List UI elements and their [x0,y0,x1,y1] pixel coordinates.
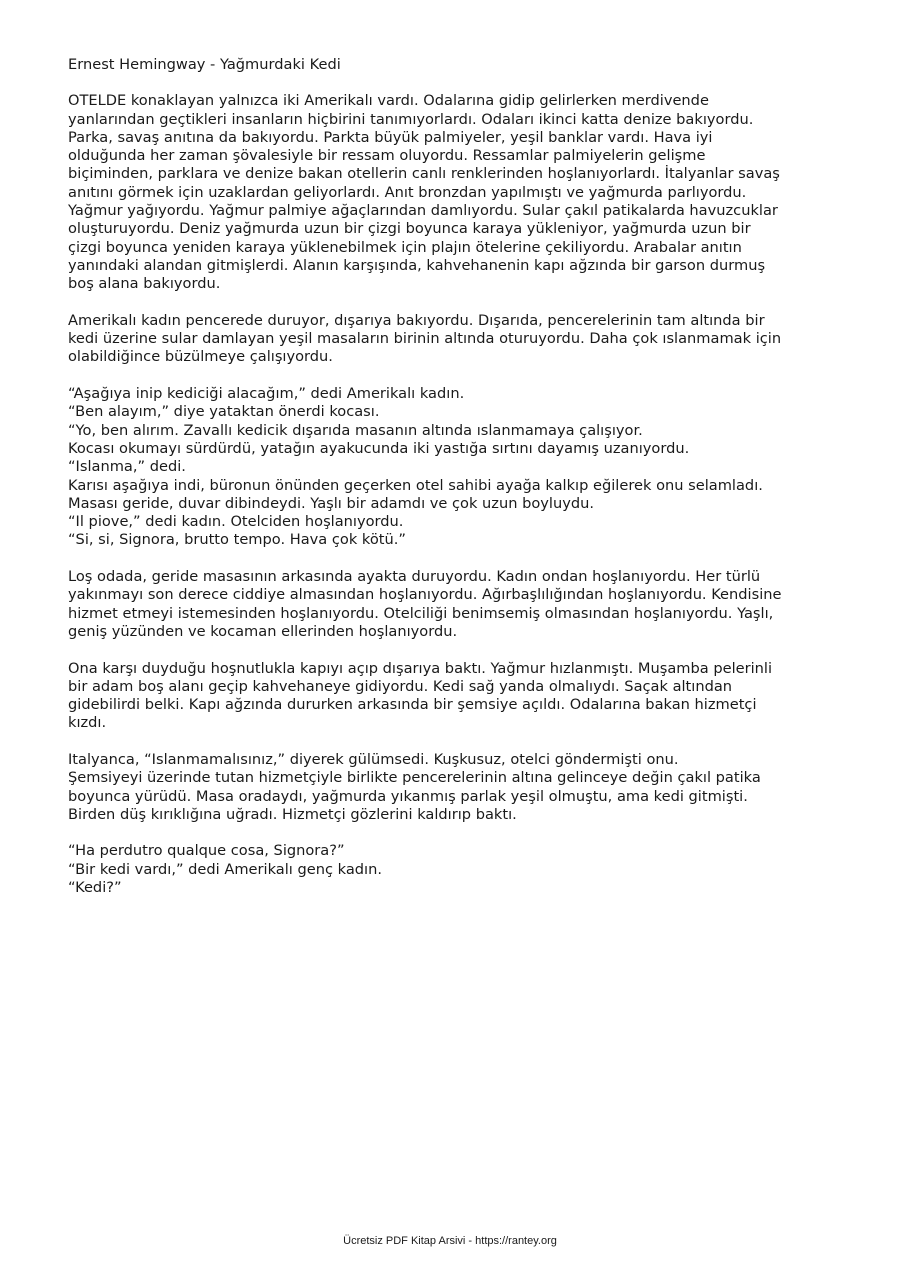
text-line: “Islanma,” dedi. [68,458,186,476]
text-line: OTELDE konaklayan yalnızca iki Amerikalı vardı. Odalarına gidip gelirlerken merdivende [68,92,709,110]
text-line: Italyanca, “Islanmamalısınız,” diyerek gülümsedi. Kuşkusuz, otelci göndermişti onu. [68,750,679,768]
paragraph [68,842,828,897]
text-line: Parka, savaş anıtına da bakıyordu. Parkta büyük palmiyeler, yeşil banklar vardı. Hava iyi [68,128,713,146]
text-line: olabildiğince büzülmeye çalışıyordu. [68,348,333,366]
page-footer: Ücretsiz PDF Kitap Arsivi - https://rantey.org [343,1235,557,1247]
text-line: Yağmur yağıyordu. Yağmur palmiye ağaçlarından damlıyordu. Sular çakıl patikalarda havuzcuklar [68,202,778,220]
text-line: hizmet etmeyi istemesinden hoşlanıyordu. Otelciliği benimsemiş olmasından hoşlanıyordu. Yaşlı, [68,604,774,622]
text-line: “Kedi?” [68,879,122,897]
paragraph [68,568,828,641]
text-line: anıtını görmek için uzaklardan geliyorlardı. Anıt bronzdan yapılmıştı ve yağmurda parlıyordu. [68,183,747,201]
text-line: yanındaki alandan gitmişlerdi. Alanın karşışında, kahvehanenin kapı ağzında bir garson durmuş [68,256,766,274]
text-line: Kocası okumayı sürdürdü, yatağın ayakucunda iki yastığa sırtını dayamış uzanıyordu. [68,439,690,457]
paragraph [68,92,828,293]
document-body [68,92,828,897]
paragraph [68,312,828,367]
text-line: bir adam boş alanı geçip kahvehaneye gidiyordu. Kedi sağ yanda olmalıydı. Saçak altından [68,677,733,695]
text-line: “Ha perdutro qualque cosa, Signora?” [68,842,345,860]
text-line: Masası geride, duvar dibindeydi. Yaşlı bir adamdı ve çok uzun boyluydu. [68,494,595,512]
text-line: oluşturuyordu. Deniz yağmurda uzun bir çizgi boyunca karaya yükleniyor, yağmurda uzun bir [68,220,751,238]
text-line: boyunca yürüdü. Masa oradaydı, yağmurda yıkanmış parlak yeşil olmuştu, ama kedi gitmişti. [68,787,748,805]
text-line: Birden düş kırıklığına uğradı. Hizmetçi gözlerini kaldırıp baktı. [68,805,517,823]
text-line: “Si, si, Signora, brutto tempo. Hava çok kötü.” [68,531,406,549]
text-line: “Yo, ben alırım. Zavallı kedicik dışarıda masanın altında ıslanmamaya çalışıyor. [68,421,643,439]
text-line: “Ben alayım,” diye yataktan önerdi kocası. [68,403,380,421]
text-line: kedi üzerine sular damlayan yeşil masaların birinin altında oturuyordu. Daha çok ıslanmamak için [68,330,782,348]
text-line: biçiminden, parklara ve denize bakan otellerin canlı renklerinden hoşlanıyorlardı. İtalyanlar savaş [68,165,780,183]
text-line: gidebilirdi belki. Kapı ağzında dururken arkasında bir şemsiye açıldı. Odalarına bakan hizmetçi [68,696,757,714]
document-title: Ernest Hemingway - Yağmurdaki Kedi [68,56,341,73]
text-line: Ona karşı duyduğu hoşnutlukla kapıyı açıp dışarıya baktı. Yağmur hızlanmıştı. Muşamba pelerinli [68,659,773,677]
text-line: Karısı aşağıya indi, büronun önünden geçerken otel sahibi ayağa kalkıp eğilerek onu selamladı. [68,476,763,494]
text-line: çizgi boyunca yeniden karaya yüklenebilmek için plajın ötelerine çekiliyordu. Arabalar anıtın [68,238,742,256]
text-line: yakınmayı son derece ciddiye almasından hoşlanıyordu. Ağırbaşlılığından hoşlanıyordu. Kendisine [68,586,782,604]
document-page [68,56,828,916]
paragraph [68,751,828,824]
text-line: boş alana bakıyordu. [68,275,221,293]
text-line: “Il piove,” dedi kadın. Otelciden hoşlanıyordu. [68,513,404,531]
text-line: geniş yüzünden ve kocaman ellerinden hoşlanıyordu. [68,622,458,640]
paragraph [68,660,828,733]
text-line: Şemsiyeyi üzerinde tutan hizmetçiyle birlikte pencerelerinin altına gelinceye değin çakıl patika [68,769,761,787]
text-line: Loş odada, geride masasının arkasında ayakta duruyordu. Kadın ondan hoşlanıyordu. Her türlü [68,568,761,586]
text-line: Amerikalı kadın pencerede duruyor, dışarıya bakıyordu. Dışarıda, pencerelerinin tam altında bir [68,311,765,329]
text-line: “Aşağıya inip kediciği alacağım,” dedi Amerikalı kadın. [68,385,465,403]
paragraph [68,385,828,550]
text-line: kızdı. [68,714,107,732]
text-line: olduğunda her zaman şövalesiyle bir ressam oluyordu. Ressamlar palmiyelerin gelişme [68,147,706,165]
text-line: yanlarından geçtikleri insanların hiçbirini tanımıyorlardı. Odaları ikinci katta denize bakıyordu. [68,110,754,128]
text-line: “Bir kedi vardı,” dedi Amerikalı genç kadın. [68,860,382,878]
